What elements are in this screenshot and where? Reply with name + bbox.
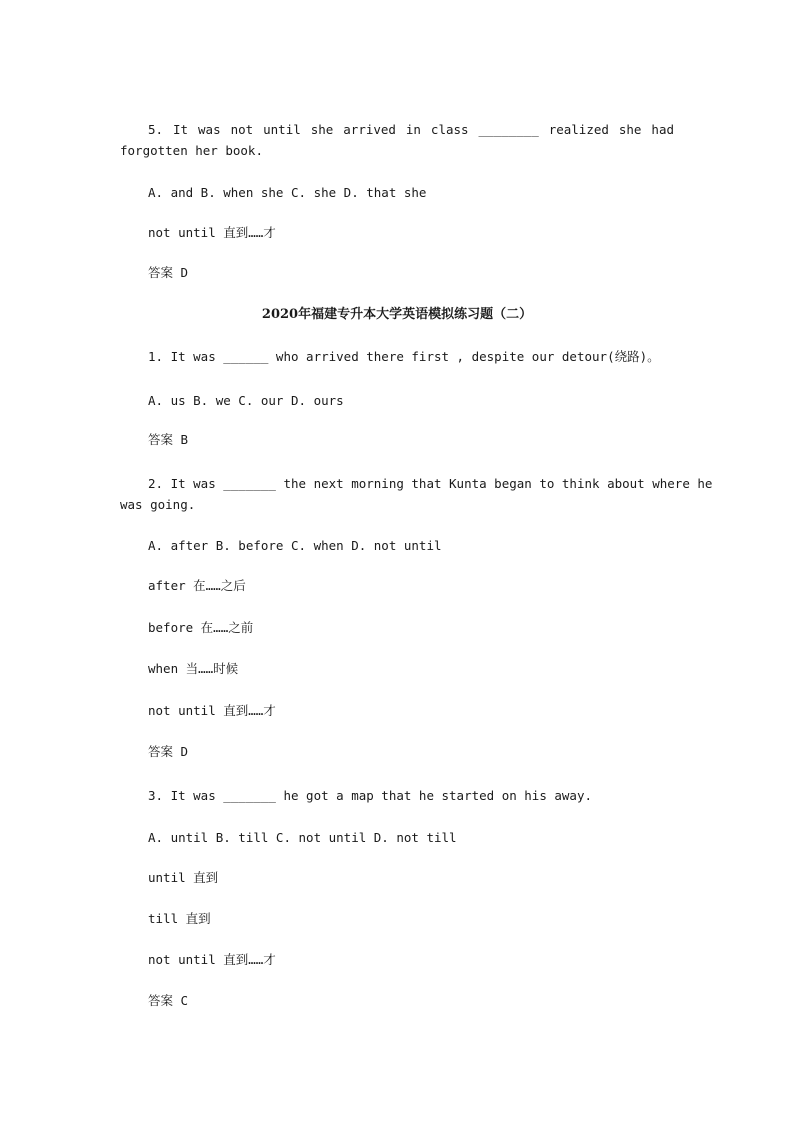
section2-question-2-note-before: before 在……之前 [148, 620, 254, 635]
section2-question-2-note-not-until: not until 直到……才 [148, 703, 276, 718]
section-title: 2020年福建专升本大学英语模拟练习题（二） [261, 307, 533, 322]
question-5-options: A. and B. when she C. she D. that she [148, 185, 427, 200]
section2-question-1-options: A. us B. we C. our D. ours [148, 393, 344, 408]
section2-question-2-note-after: after 在……之后 [148, 578, 246, 593]
section2-question-1-stem: 1. It was ______ who arrived there first , despite our detour(绕路)。 [148, 349, 660, 364]
question-5-stem-line-1: 5. It was not until she arrived in class ________ realized she had [148, 122, 674, 137]
section2-question-2-note-when: when 当……时候 [148, 661, 239, 676]
section2-question-3-options: A. until B. till C. not until D. not till [148, 830, 457, 845]
question-5-stem-line-2: forgotten her book. [120, 143, 263, 158]
section2-question-2-answer: 答案 D [148, 744, 189, 759]
section2-question-3-answer: 答案 C [148, 993, 189, 1008]
section2-question-1-answer: 答案 B [148, 432, 189, 447]
section2-question-3-note-till: till 直到 [148, 911, 211, 926]
section2-question-2-stem-line-1: 2. It was _______ the next morning that Kunta began to think about where he [148, 476, 713, 491]
section2-question-2-stem-line-2: was going. [120, 497, 196, 512]
section2-question-3-note-until: until 直到 [148, 870, 219, 885]
question-5-note: not until 直到……才 [148, 225, 276, 240]
section2-question-3-note-not-until: not until 直到……才 [148, 952, 276, 967]
question-5-answer: 答案 D [148, 265, 189, 280]
section2-question-3-stem: 3. It was _______ he got a map that he started on his away. [148, 788, 593, 803]
section2-question-2-options: A. after B. before C. when D. not until [148, 538, 442, 553]
